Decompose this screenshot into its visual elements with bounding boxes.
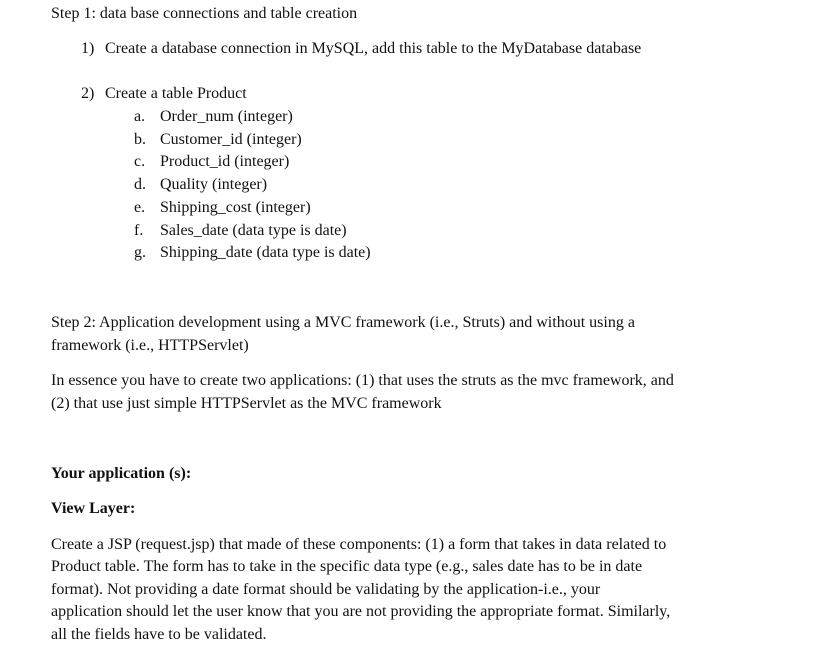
description-line-2: Product table. The form has to take in the specific data type (e.g., sales date has to be in date [51,558,643,575]
field-text: Order_num (integer) [160,108,293,125]
field-item-a [134,107,293,127]
field-text: Sales_date (data type is date) [160,222,347,239]
description-line-5: all the fields have to be validated. [51,626,267,643]
step1-item-1-text: Create a database connection in MySQL, add this table to the MyDatabase database [105,40,642,57]
field-item-e [134,198,311,218]
step1-item-2-number: 2) [81,85,95,102]
field-text: Quality (integer) [160,176,268,193]
step1-item-2-text: Create a table Product [105,85,247,102]
field-text: Shipping_cost (integer) [160,199,311,216]
view-layer-heading: View Layer: [51,500,136,517]
step2-heading-line-2: framework (i.e., HTTPServlet) [51,337,249,354]
field-text: Customer_id (integer) [160,131,302,148]
field-letter: c. [134,153,146,170]
field-letter: g. [134,244,146,261]
field-item-f [134,221,347,241]
field-item-d [134,175,267,195]
field-text: Shipping_date (data type is date) [160,244,371,261]
field-item-g [134,243,371,263]
field-text: Product_id (integer) [160,153,290,170]
description-line-1: Create a JSP (request.jsp) that made of these components: (1) a form that takes in data related to [51,536,667,553]
essence-line-2: (2) that use just simple HTTPServlet as the MVC framework [51,395,442,412]
step1-heading: Step 1: data base connections and table creation [51,5,358,22]
field-letter: d. [134,176,146,193]
essence-line-1: In essence you have to create two applications: (1) that uses the struts as the mvc framework, and [51,372,674,389]
step1-item-1-number: 1) [81,40,95,57]
step1-item-2 [81,84,247,104]
description-line-4: application should let the user know that you are not providing the appropriate format. Similarly, [51,603,671,620]
field-item-c [134,152,289,172]
field-letter: e. [134,199,146,216]
application-heading: Your application (s): [51,465,192,482]
step1-item-1 [81,39,641,59]
field-letter: a. [134,108,146,125]
field-item-b [134,130,302,150]
field-letter: b. [134,131,146,148]
description-line-3: format). Not providing a date format should be validating by the application-i.e., your [51,581,601,598]
step2-heading-line-1: Step 2: Application development using a MVC framework (i.e., Struts) and without using a [51,314,635,331]
field-letter: f. [134,222,144,239]
